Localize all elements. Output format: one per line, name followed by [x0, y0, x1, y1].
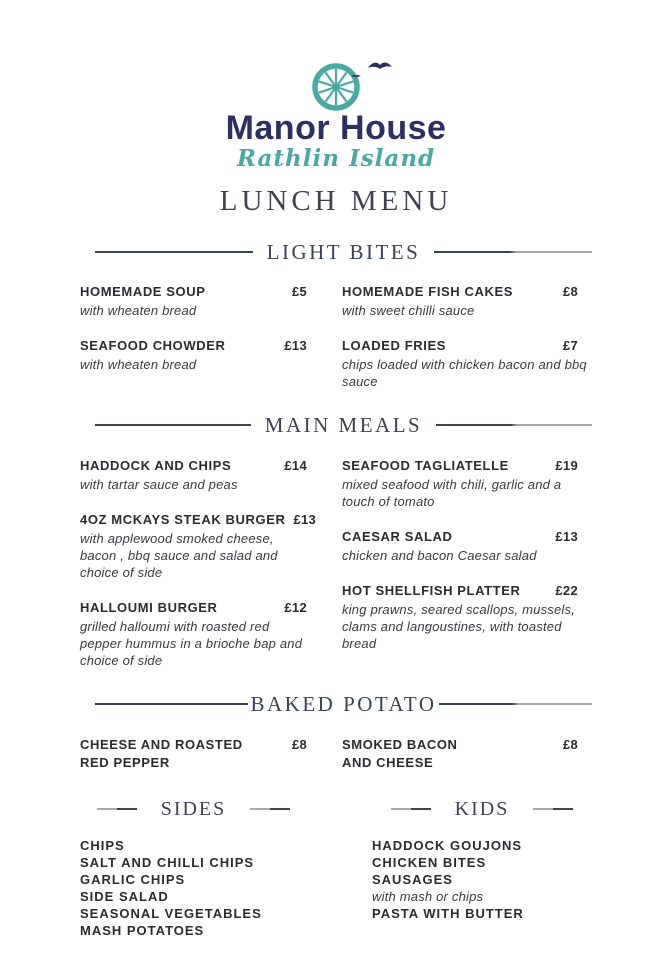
kids-list	[342, 837, 592, 922]
item-description: grilled halloumi with roasted red pepper hummus in a brioche bap and choice of side	[80, 619, 303, 668]
menu-item-caesar-salad	[342, 528, 592, 564]
ships-wheel-logo-icon	[256, 56, 416, 112]
section-header-main-meals	[80, 413, 592, 437]
item-description: with wheaten bread	[80, 357, 197, 372]
item-description: with wheaten bread	[80, 303, 197, 318]
section-sides	[80, 797, 307, 939]
item-name: HALLOUMI BURGER	[80, 600, 218, 615]
divider-dash	[391, 808, 431, 810]
item-name: CAESAR SALAD	[342, 529, 453, 544]
item-name: HOT SHELLFISH PLATTER	[342, 583, 521, 598]
item-price: £22	[555, 583, 578, 598]
item-description: chips loaded with chicken bacon and bbq sauce	[342, 357, 587, 389]
section-header-sides	[80, 797, 307, 821]
divider-dash	[97, 808, 137, 810]
seagull-icon	[351, 63, 392, 78]
menu-item-loaded-fries	[342, 337, 592, 390]
section-title: BAKED POTATO	[250, 692, 437, 716]
item-price: £14	[284, 458, 307, 473]
item-description: king prawns, seared scallops, mussels, clams and langoustines, with toasted bread	[342, 602, 576, 651]
menu-item-fish-cakes	[342, 283, 592, 319]
section-header-baked-potato	[80, 692, 592, 716]
item-description: with sweet chilli sauce	[342, 303, 475, 318]
list-item: HADDOCK GOUJONS	[372, 838, 523, 853]
list-item: PASTA WITH BUTTER	[372, 906, 524, 921]
item-description: with tartar sauce and peas	[80, 477, 238, 492]
divider-dash	[533, 808, 573, 810]
item-name: SEAFOOD CHOWDER	[80, 338, 226, 353]
list-item: SEASONAL VEGETABLES	[80, 906, 262, 921]
list-item: CHIPS	[80, 838, 125, 853]
item-price: £7	[562, 338, 578, 353]
item-price: £13	[284, 338, 307, 353]
list-item-note: with mash or chips	[372, 889, 484, 904]
section-kids	[342, 797, 592, 939]
item-price: £12	[284, 600, 307, 615]
divider-line	[95, 251, 253, 253]
divider-line	[436, 424, 592, 426]
list-item: MASH POTATOES	[80, 923, 205, 938]
item-price: £8	[562, 284, 578, 299]
menu-item-steak-burger	[80, 511, 317, 581]
item-name: CHEESE AND ROASTED RED PEPPER	[80, 737, 243, 770]
list-item: CHICKEN BITES	[372, 855, 487, 870]
section-title: MAIN MEALS	[264, 413, 423, 437]
menu-item-seafood-tagliatelle	[342, 457, 592, 510]
item-name: 4OZ MCKAYS STEAK BURGER	[80, 512, 286, 527]
page-title: LUNCH MENU	[219, 185, 453, 217]
section-title: SIDES	[160, 798, 227, 820]
item-name: SEAFOOD TAGLIATELLE	[342, 458, 509, 473]
menu-item-cheese-red-pepper	[80, 736, 307, 772]
item-description: mixed seafood with chili, garlic and a touch of tomato	[342, 477, 562, 509]
sides-list	[80, 837, 307, 939]
item-name: HOMEMADE SOUP	[80, 284, 206, 299]
divider-line	[439, 703, 592, 705]
item-name: SMOKED BACON AND CHEESE	[342, 737, 458, 770]
divider-line	[434, 251, 592, 253]
brand-location: Rathlin Island	[236, 145, 436, 172]
menu-item-shellfish-platter	[342, 582, 592, 652]
divider-line	[95, 703, 248, 705]
section-title: KIDS	[454, 798, 510, 820]
item-name: HOMEMADE FISH CAKES	[342, 284, 514, 299]
item-name: LOADED FRIES	[342, 338, 446, 353]
section-light-bites	[80, 240, 592, 390]
list-item: SIDE SALAD	[80, 889, 169, 904]
item-price: £19	[555, 458, 578, 473]
section-main-meals	[80, 413, 592, 669]
item-name: HADDOCK AND CHIPS	[80, 458, 232, 473]
list-item: GARLIC CHIPS	[80, 872, 186, 887]
item-price: £5	[291, 284, 307, 299]
brand-name: Manor House	[225, 109, 447, 147]
list-item: SALT AND CHILLI CHIPS	[80, 855, 255, 870]
menu-item-homemade-soup	[80, 283, 307, 319]
list-item: SAUSAGES	[372, 872, 453, 887]
item-price: £8	[291, 737, 307, 752]
item-description: with applewood smoked cheese, bacon , bbq sauce and salad and choice of side	[80, 531, 278, 580]
section-header-light-bites	[80, 240, 592, 264]
item-price: £13	[293, 512, 317, 527]
section-title: LIGHT BITES	[266, 240, 421, 264]
section-baked-potato	[80, 692, 592, 772]
divider-line	[95, 424, 251, 426]
brand-header	[80, 56, 592, 217]
section-header-kids	[372, 797, 592, 821]
item-price: £13	[555, 529, 578, 544]
menu-item-haddock-chips	[80, 457, 307, 493]
item-description: chicken and bacon Caesar salad	[342, 548, 537, 563]
item-price: £8	[562, 737, 578, 752]
menu-item-halloumi-burger	[80, 599, 307, 669]
menu-item-seafood-chowder	[80, 337, 307, 373]
divider-dash	[250, 808, 290, 810]
menu-item-smoked-bacon-cheese	[342, 736, 592, 772]
